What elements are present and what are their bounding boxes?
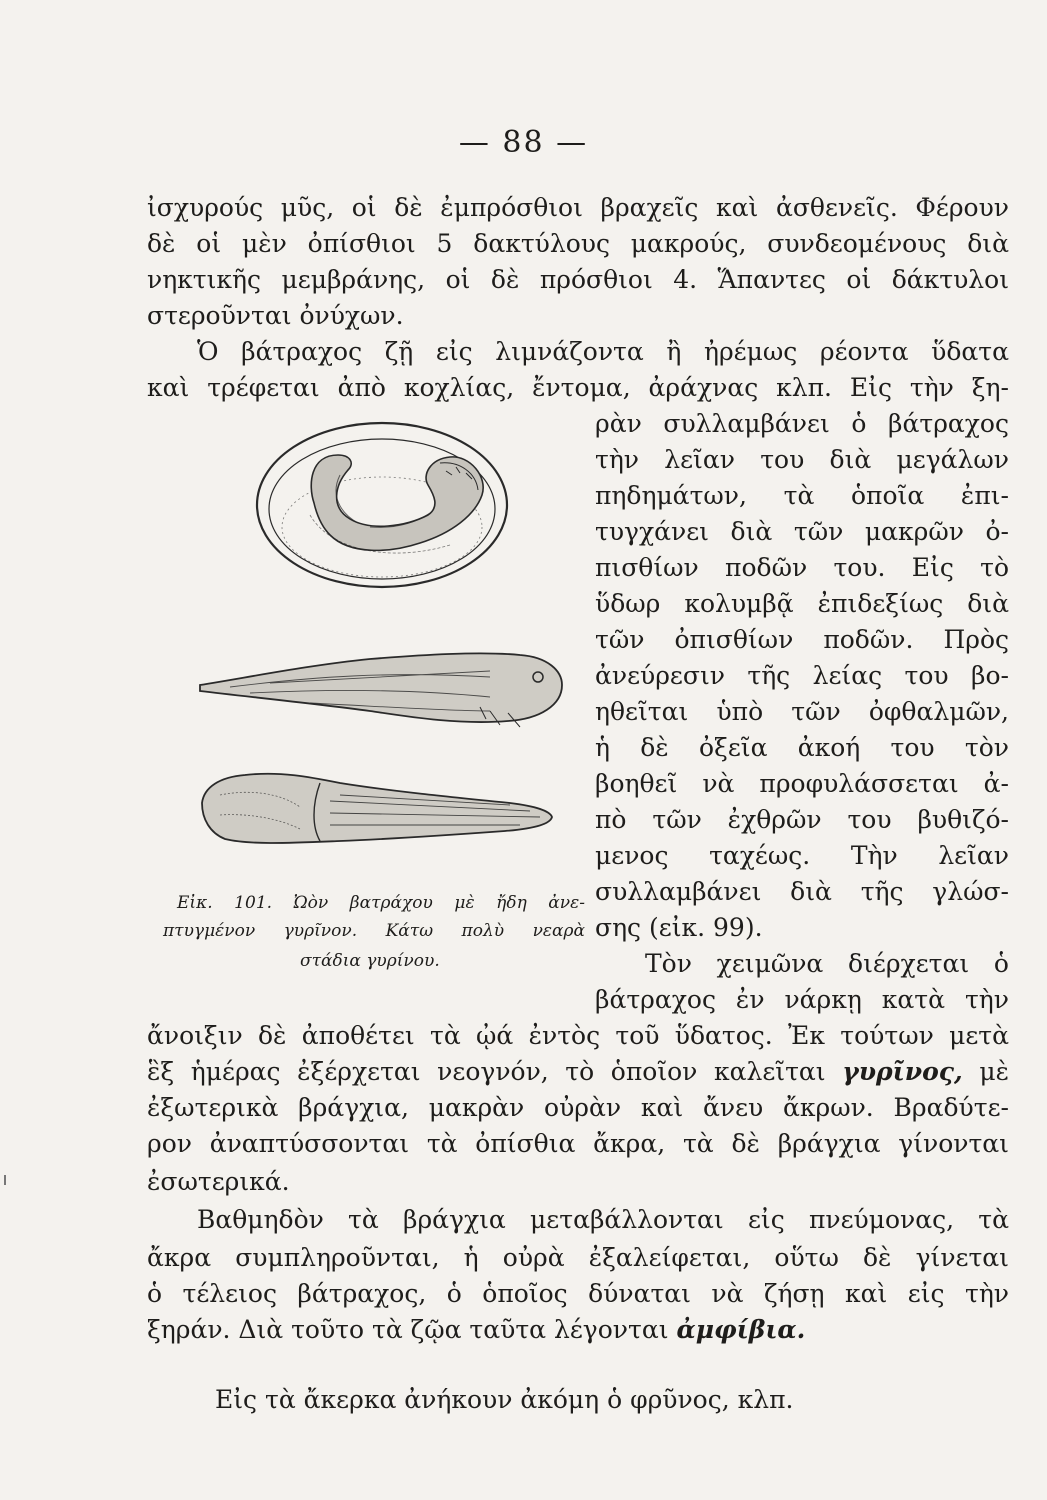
text-line: βοηθεῖ νὰ προφυλάσσεται ἀ- — [595, 769, 1009, 798]
text-line: Ὁ βάτραχος ζῇ εἰς λιμνάζοντα ἢ ἠρέμως ρέοντα ὕδατα — [197, 337, 1009, 366]
tadpole-egg-illustration — [190, 415, 590, 885]
text-line: ἐξωτερικὰ βράγχια, μακρὰν οὐρὰν καὶ ἄνευ ἄκρων. Βραδύτε- — [147, 1093, 1009, 1122]
text-line-part: μὲ — [979, 1057, 1010, 1086]
text-line: καὶ τρέφεται ἀπὸ κοχλίας, ἔντομα, ἀράχνας κλπ. Εἰς τὴν ξη- — [147, 373, 1009, 402]
text-line: ρον ἀναπτύσσονται τὰ ὀπίσθια ἄκρα, τὰ δὲ βράγχια γίνονται — [147, 1129, 1009, 1158]
emphasis-term-tadpole: γυρῖνος, — [842, 1057, 963, 1086]
text-line: ἡ δὲ ὀξεῖα ἀκοή του τὸν — [595, 733, 1009, 762]
egg-drawing — [257, 423, 507, 587]
text-line: ρὰν συλλαμβάνει ὁ βάτραχος — [595, 409, 1009, 438]
text-line: τῶν ὀπισθίων ποδῶν. Πρὸς — [595, 625, 1009, 654]
text-line: ἄνοιξιν δὲ ἀποθέτει τὰ ᾠά ἐντὸς τοῦ ὕδατος. Ἐκ τούτων μετὰ — [147, 1021, 1009, 1050]
text-line: ἀνεύρεσιν τῆς λείας του βο- — [595, 661, 1009, 690]
text-line: βάτραχος ἐν νάρκῃ κατὰ τὴν — [595, 985, 1009, 1014]
text-line: δὲ οἱ μὲν ὀπίσθιοι 5 δακτύλους μακρούς, συνδεομένους διὰ — [147, 229, 1009, 258]
tadpole-drawing-upper — [200, 653, 562, 727]
text-line-part: ἓξ ἡμέρας ἐξέρχεται νεογνόν, τὸ ὁποῖον καλεῖται — [147, 1057, 826, 1086]
text-line: τὴν λεῖαν του διὰ μεγάλων — [595, 445, 1009, 474]
text-line: πηδημάτων, τὰ ὁποῖα ἐπι- — [595, 481, 1009, 510]
text-line: Βαθμηδὸν τὰ βράγχια μεταβάλλονται εἰς πνεύμονας, τὰ — [197, 1205, 1009, 1234]
emphasis-term-amphibia: ἀμφίβια. — [676, 1315, 806, 1344]
text-line-with-emphasis — [147, 1057, 1009, 1087]
text-line: ἄκρα συμπληροῦνται, ἡ οὐρὰ ἐξαλείφεται, οὕτω δὲ γίνεται — [147, 1243, 1009, 1272]
text-line: Τὸν χειμῶνα διέρχεται ὁ — [645, 949, 1009, 978]
text-line: συλλαμβάνει διὰ τῆς γλώσ- — [595, 877, 1009, 906]
text-line: ὁ τέλειος βάτραχος, ὁ ὁποῖος δύναται νὰ ζήσῃ καὶ εἰς τὴν — [147, 1279, 1009, 1308]
tadpole-drawing-lower — [202, 774, 552, 843]
text-line-with-emphasis — [147, 1315, 1009, 1345]
figure-caption-line: στάδια γυρίνου. — [300, 951, 440, 971]
page-number: — 88 — — [458, 125, 589, 160]
text-line: ἐσωτερικά. — [147, 1167, 290, 1196]
text-line: στεροῦνται ὀνύχων. — [147, 301, 404, 330]
text-line: νηκτικῆς μεμβράνης, οἱ δὲ πρόσθιοι 4. Ἅπαντες οἱ δάκτυλοι — [147, 265, 1009, 294]
text-line: ηθεῖται ὑπὸ τῶν ὀφθαλμῶν, — [595, 697, 1009, 726]
text-line-part: ξηράν. Διὰ τοῦτο τὰ ζῷα ταῦτα λέγονται — [147, 1315, 669, 1344]
closing-line: Εἰς τὰ ἄκερκα ἀνήκουν ἀκόμη ὁ φρῦνος, κλπ. — [215, 1385, 794, 1414]
text-line: ὕδωρ κολυμβᾷ ἐπιδεξίως διὰ — [595, 589, 1009, 618]
figure-caption-line: Εἰκ. 101. Ὠὸν βατράχου μὲ ἤδη ἀνε- — [177, 893, 585, 913]
binding-mark — [4, 1175, 6, 1185]
text-line: τυγχάνει διὰ τῶν μακρῶν ὀ- — [595, 517, 1009, 546]
figure-caption-line: πτυγμένον γυρῖνον. Κάτω πολὺ νεαρὰ — [163, 921, 585, 941]
text-line: ἰσχυρούς μῦς, οἱ δὲ ἐμπρόσθιοι βραχεῖς καὶ ἀσθενεῖς. Φέρουν — [147, 193, 1009, 222]
text-line: πισθίων ποδῶν του. Εἰς τὸ — [595, 553, 1009, 582]
text-line: μενος ταχέως. Τὴν λεῖαν — [595, 841, 1009, 870]
text-line: σης (εἰκ. 99). — [595, 913, 763, 942]
text-line: πὸ τῶν ἐχθρῶν του βυθιζό- — [595, 805, 1009, 834]
